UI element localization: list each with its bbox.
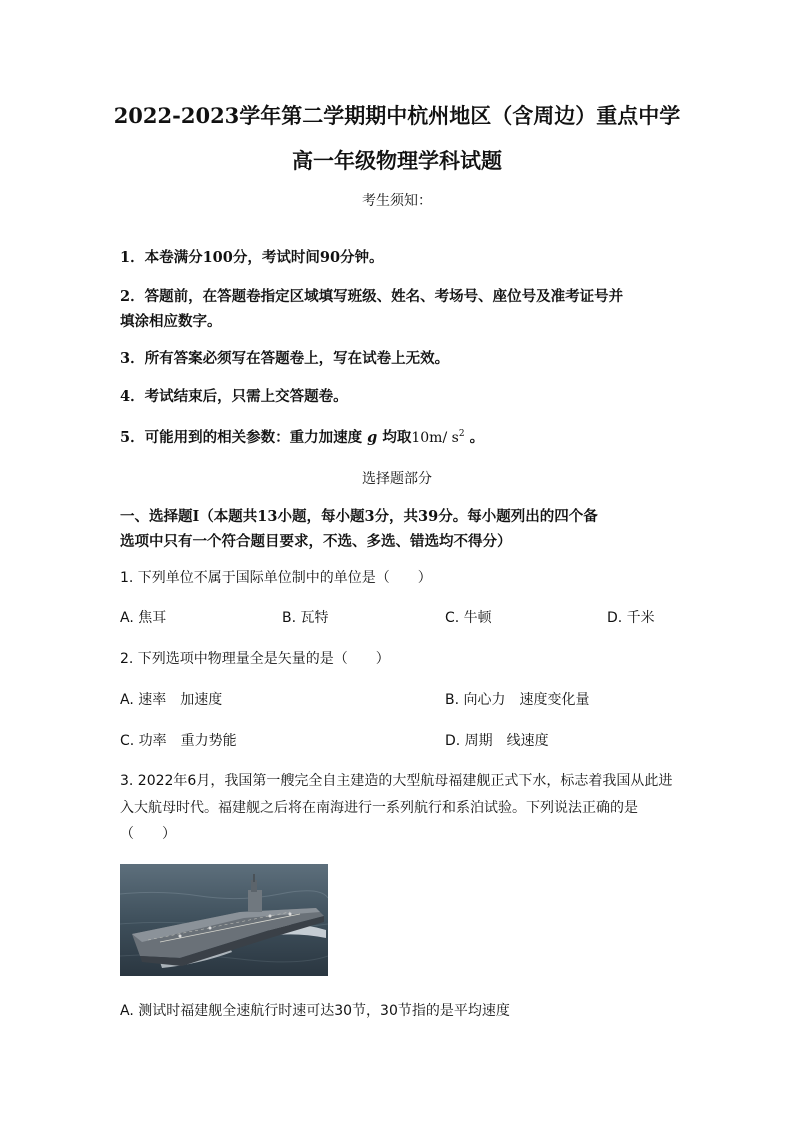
notice-5-mid: 均取: [382, 429, 412, 446]
notice-item-1: 1．本卷满分100分，考试时间90分钟。: [120, 249, 384, 266]
notice-heading: 考生须知：: [362, 193, 432, 209]
notice-5-suffix: 。: [469, 429, 485, 446]
gravity-value: 10m/ s: [411, 430, 459, 446]
part1-instructions-line2: 选项中只有一个符合题目要求，不选、多选、错选均不得分）: [120, 533, 512, 550]
question-1-option-c: C. 牛顿: [445, 610, 492, 626]
exam-title-line2: 高一年级物理学科试题: [292, 148, 502, 173]
question-2-stem: 2. 下列选项中物理量全是矢量的是（ ）: [120, 651, 390, 667]
exam-title-line1: 2022-2023学年第二学期期中杭州地区（含周边）重点中学: [113, 103, 681, 128]
question-3-stem-line2: 入大航母时代。福建舰之后将在南海进行一系列航行和系泊试验。下列说法正确的是: [120, 800, 638, 816]
question-2-option-a: A. 速率 加速度: [120, 692, 223, 708]
section-heading: 选择题部分: [362, 471, 432, 487]
notice-item-2: 2．答题前，在答题卷指定区域填写班级、姓名、考场号、座位号及准考证号并: [120, 288, 624, 305]
notice-5-prefix: 5．可能用到的相关参数：重力加速度: [120, 429, 363, 446]
notice-item-3: 3．所有答案必须写在答题卷上，写在试卷上无效。: [120, 350, 450, 367]
aircraft-carrier-illustration: [120, 864, 328, 976]
question-2-option-d: D. 周期 线速度: [445, 733, 549, 749]
notice-item-4: 4．考试结束后，只需上交答题卷。: [120, 388, 348, 405]
question-3-stem-line3: （ ）: [120, 826, 176, 842]
question-3-option-a: A. 测试时福建舰全速航行时速可达30节，30节指的是平均速度: [120, 1003, 510, 1019]
question-1-option-b: B. 瓦特: [282, 610, 329, 626]
question-1-option-a: A. 焦耳: [120, 610, 167, 626]
question-2-option-c: C. 功率 重力势能: [120, 733, 237, 749]
question-1-option-d: D. 千米: [607, 610, 655, 626]
part1-instructions-line1: 一、选择题Ⅰ（本题共13小题，每小题3分，共39分。每小题列出的四个备: [120, 508, 598, 525]
question-2-option-b: B. 向心力 速度变化量: [445, 692, 590, 708]
notice-item-5: [120, 426, 484, 447]
question-1-stem: 1. 下列单位不属于国际单位制中的单位是（ ）: [120, 570, 432, 586]
question-3-stem-line1: 3. 2022年6月，我国第一艘完全自主建造的大型航母福建舰正式下水，标志着我国从此进: [120, 773, 673, 789]
notice-item-2-cont: 填涂相应数字。: [120, 313, 222, 330]
aircraft-carrier-photo: [120, 864, 328, 976]
gravity-exponent: 2: [458, 429, 465, 440]
gravity-symbol: g: [367, 429, 378, 446]
